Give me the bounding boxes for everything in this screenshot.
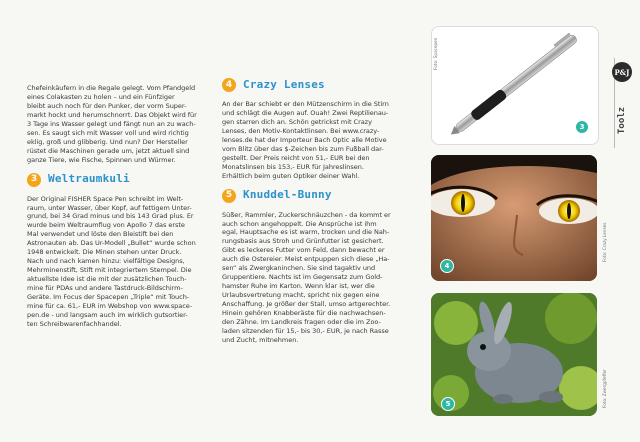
section-number-badge: 4 [222, 78, 236, 92]
section-4-body: An der Bar schiebt er den Mützenschirm in die Stirn und schlägt die Augen auf. Ouah! Zwei Reptilienau- gen starren dich an. Schön getrickst mit Crazy Lenses, den Motiv-Kontaktlinsen. Bei www.crazy- lenses.de hat der Importeur Bach Optic alle Motive vom Blitz über das $-Zeichen bis zum Fußball dar- gestellt. Der Preis reicht von 51,- EUR bei den Monatslinsen bis 153,- EUR für Jahreslinsen. Erhältlich beim guten Optiker deiner Wahl. [222, 100, 389, 180]
section-number-badge: 5 [222, 189, 236, 203]
space-pen-photo [431, 26, 599, 145]
text-column-middle [222, 77, 414, 345]
section-number-badge: 3 [27, 173, 41, 187]
section-heading-4 [222, 78, 414, 92]
section-title: Crazy Lenses [243, 77, 325, 91]
magazine-logo: P&J [612, 62, 632, 82]
section-3-body: Der Original FISHER Space Pen schreibt im Welt- raum, unter Wasser, über Kopf, auf fettigem Unter- grund, bei 34 Grad minus und bis 143 Grad plus. Er wurde beim Weltraumflug von Apollo 7 das erste Mal verwendet und löste den Bleistift bei den Astronauten ab. Das Ur-Modell „Bullet“ wurde schon 1948 entwickelt. Die Minen stehen unter Druck. Nach und nach kamen hinzu: vielfältige Designs, Mehrminenstift, Stift mit integriertem Stempel. Die aktuellste Idee ist die mit der zusätzlichen Touch- mine für PDAs und andere Tastdruck-Bildschirm- Geräte. Im Focus der Spacepen „Triple“ mit Touch- mine für ca. 61,- EUR im Webshop von www.space- pen.de - und langsam auch im wirklich gutsortier- ten Schreibwarenfachhandel. [27, 194, 196, 328]
photo-number-badge: 3 [575, 120, 589, 134]
photo-credit: Foto: Crazy Lenses [602, 222, 607, 262]
photo-number-badge: 4 [440, 259, 454, 273]
section-heading-3 [27, 173, 217, 187]
bunny-photo [431, 293, 597, 416]
intro-paragraph: Chefeinkäufern in die Regale gelegt. Vom Pfandgeld eines Colakasten zu holen – und ein Fünfziger bleibt auch noch für den Punker, der vorm Super- markt hockt und herumschnorrt. Das Objekt wird für 3 Tage ins Wasser gelegt und fängt nun an zu wach- sen. Es saugt sich mit Wasser voll und wird richtig eklig, groß und glibberig. Und nun? Der Hersteller rüstet die Maschinen gerade um, jetzt aktuell sind ganze Tiere, wie Fische, Spinnen und Würmer. [27, 84, 197, 164]
section-label: Toolz [617, 106, 627, 134]
photo-number-badge: 5 [441, 397, 455, 411]
section-title: Weltraumkuli [48, 172, 130, 186]
text-column-left [27, 84, 217, 329]
section-title: Knuddel-Bunny [243, 188, 332, 202]
photo-credit: Foto: Zwergpfeffer [602, 369, 607, 408]
section-5-body: Süßer, Rammler, Zuckerschnäuzchen - da kommt er auch schon angehoppelt. Die Ansprüche ist ihm egal, Hauptsache es ist warm, trocken und die Nah- rungsbasis aus Stroh und Grünfutter ist gesichert. Gibt es leckeres Futter vom Feld, dann bewacht er auch die Ostereier. Meist entpuppen sich diese „Ha- sen“ als Zwergkaninchen. Sie sind tagaktiv und Gruppentiere. Nachts ist im Gegensatz zum Gold- hamster Ruhe im Karton. Wenn klar ist, wer die Urlaubsvertretung macht, spricht nix gegen eine Anschaffung. Je größer der Stall, umso artgerechter. Hinein gehören Knabberäste für die nachwachsen- den Zähne. Im Landkreis fragen oder die im Zoo- laden sitzenden für 15,- bis 30,- EUR, je nach Rasse und Zucht, mitnehmen. [222, 210, 391, 344]
photo-credit: Foto: Spacepen [433, 37, 438, 70]
crazy-lenses-photo [431, 155, 597, 281]
section-heading-5 [222, 189, 414, 203]
